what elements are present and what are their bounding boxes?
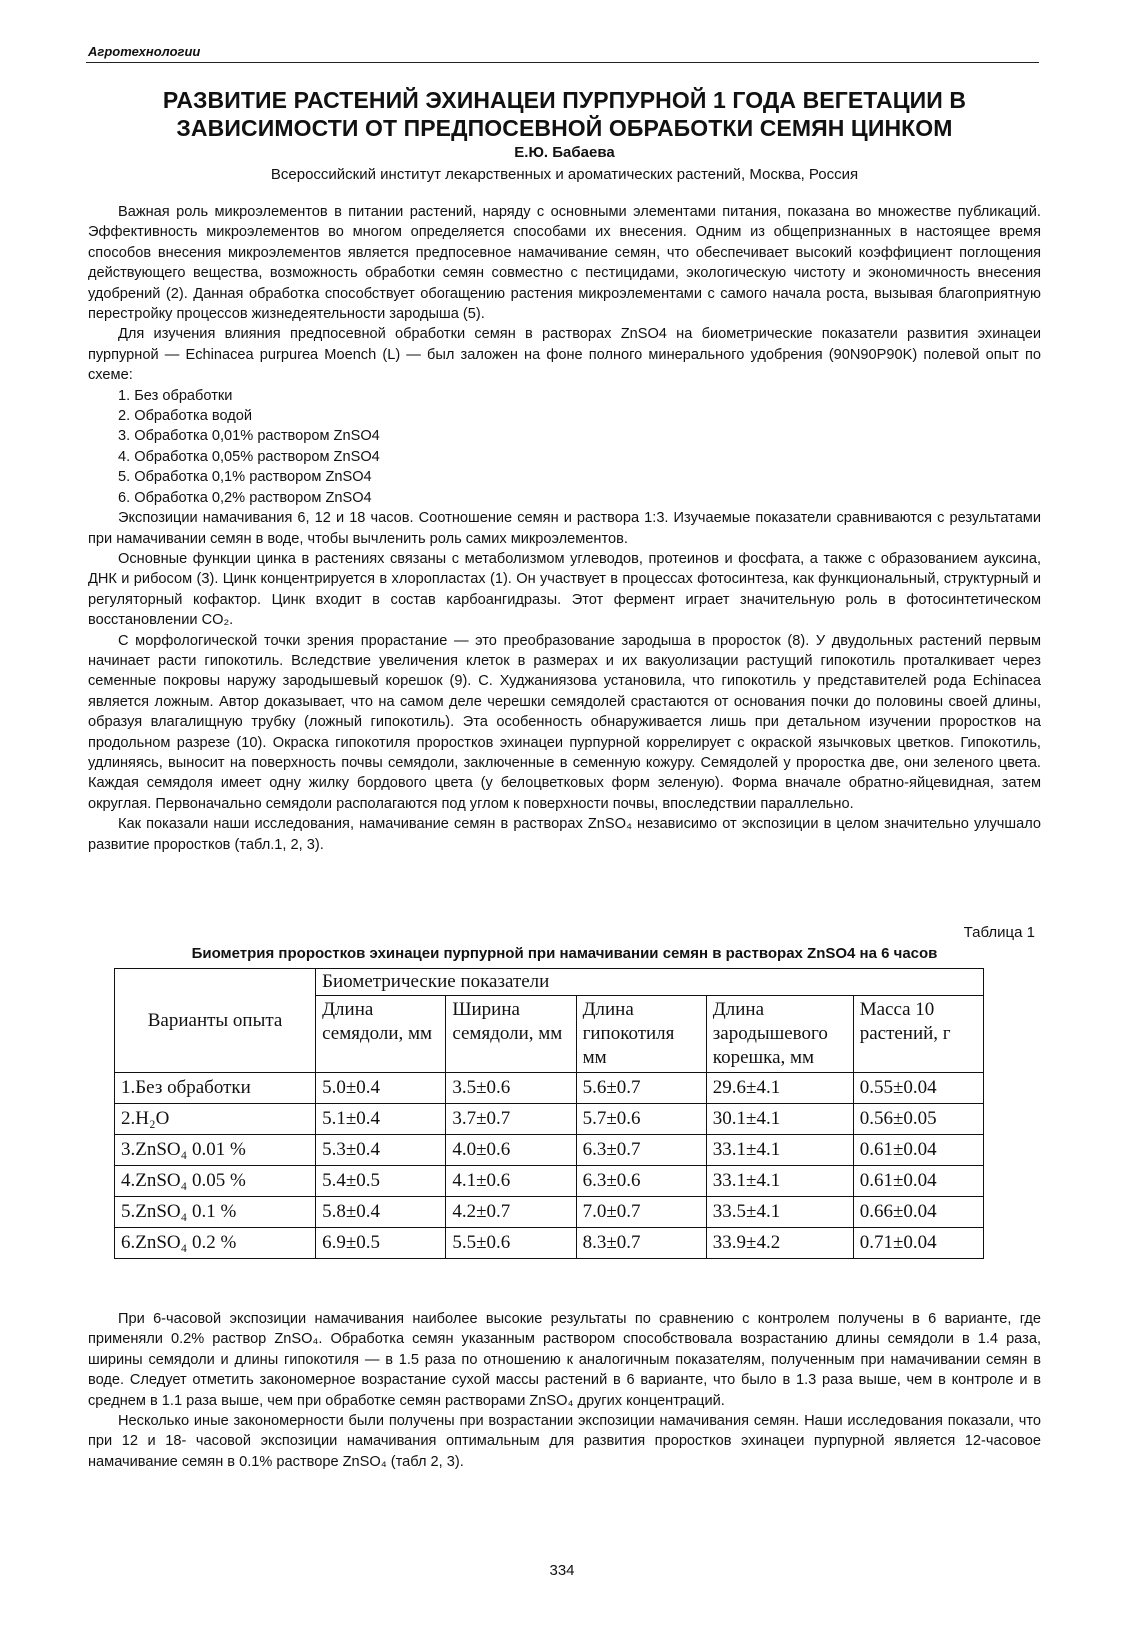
value-cell: 5.3±0.4 <box>316 1135 446 1166</box>
paragraph: Основные функции цинка в растениях связаны с метаболизмом углеводов, протеинов и фосфата, а также с образованием ауксина, ДНК и рибосом (3). Цинк концентрируется в хлоропластах (1). Он участвует в процессах фотосинтеза, как функциональный, структурный и регуляторный кофактор. Цинк входит в состав карбоангидразы. Этот фермент играет значительную роль в фотосинтетическом восстановлении CO₂. <box>88 550 1041 629</box>
value-cell: 5.0±0.4 <box>316 1073 446 1104</box>
value-cell: 4.1±0.6 <box>446 1166 576 1197</box>
value-cell: 0.66±0.04 <box>853 1197 983 1228</box>
scheme-item: 3. Обработка 0,01% раствором ZnSO4 <box>118 428 380 445</box>
table-caption: Биометрия проростков эхинацеи пурпурной при намачивании семян в растворах ZnSO4 на 6 часов <box>191 945 938 962</box>
variant-cell: 2.H₂O <box>115 1104 316 1135</box>
scheme-item: 1. Без обработки <box>118 387 233 404</box>
value-cell: 0.61±0.04 <box>853 1135 983 1166</box>
paragraph: С морфологической точки зрения прорастание — это преобразование зародыша в проросток (8). У двудольных растений первым начинает расти гипокотиль. Вследствие увеличения клеток в размерах и их вакуолизации растущий гипокотиль проталкивает через семенные покровы наружу зародышевый корешок (9). С. Худжаниязова установила, что гипокотиль у представителей рода Echinacea является ложным. Автор доказывает, что на самом деле черешки семядолей срастаются от основания почки до половины своей длины, образуя влагалищную трубку (ложный гипокотиль). Эта особенность обнаруживается лишь при детальном изучении проростков на продольном разрезе (10). Окраска гипокотиля проростков эхинацеи пурпурной коррелирует с окраской язычковых цветков. Гипокотиль, удлиняясь, выносит на поверхность почвы семядоли, заключенные в семенную кожуру. Семядолей у проростка две, они зеленого цвета. Каждая семядоля имеет одну жилку бордового цвета (у белоцветковых форм зеленую). Форма вначале обратно-яйцевидная, затем округлая. Первоначально семядоли располагаются под углом к поверхности почвы, впоследствии параллельно. <box>88 632 1041 812</box>
table-row <box>115 1073 984 1104</box>
value-cell: 33.9±4.2 <box>706 1228 853 1259</box>
value-cell: 6.3±0.7 <box>576 1135 706 1166</box>
value-cell: 4.0±0.6 <box>446 1135 576 1166</box>
paragraph: При 6-часовой экспозиции намачивания наиболее высокие результаты по сравнению с контролем получены в 6 варианте, где применяли 0.2% раствор ZnSO₄. Обработка семян указанным раствором способствовала возрастанию длины семядоли в 1.4 раза, ширины семядоли и длины гипокотиля — в 1.5 раза по отношению к аналогичным показателям, полученным при намачивании семян в воде. Следует отметить закономерное возрастание сухой массы растений в 6 варианте, что было в 1.3 раза выше, чем в контроле и в среднем в 1.1 раза выше, чем при обработке семян растворами ZnSO₄ других концентраций. <box>88 1311 1041 1409</box>
value-cell: 3.7±0.7 <box>446 1104 576 1135</box>
value-cell: 5.4±0.5 <box>316 1166 446 1197</box>
value-cell: 4.2±0.7 <box>446 1197 576 1228</box>
author: Е.Ю. Бабаева <box>514 144 615 161</box>
value-cell: 5.6±0.7 <box>576 1073 706 1104</box>
value-cell: 5.8±0.4 <box>316 1197 446 1228</box>
value-cell: 30.1±4.1 <box>706 1104 853 1135</box>
column-header: Длина зародышевого корешка, мм <box>706 996 853 1073</box>
column-header: Длина семядоли, мм <box>316 996 446 1073</box>
column-header: Ширина семядоли, мм <box>446 996 576 1073</box>
table-number: Таблица 1 <box>963 924 1035 941</box>
value-cell: 5.1±0.4 <box>316 1104 446 1135</box>
body-top <box>88 202 1041 855</box>
value-cell: 0.71±0.04 <box>853 1228 983 1259</box>
paragraph: Важная роль микроэлементов в питании растений, наряду с основными элементами питания, показана во множестве публикаций. Эффективность микроэлементов во многом определяется способами их внесения. Одним из общепризнанных в настоящее время способов внесения микроэлементов является предпосевное намачивание семян, что обеспечивает высокий коэффициент поглощения действующего вещества, возможность обработки семян совместно с пестицидами, экологическую чистоту и экономичность внесения удобрений (2). Данная обработка способствует обогащению растения микроэлементами с самого начала роста, вызывая благоприятную перестройку процессов жизнедеятельности зародыша (5). <box>88 204 1041 323</box>
paragraph: Как показали наши исследования, намачивание семян в растворах ZnSO₄ независимо от экспозиции в целом значительно улучшало развитие проростков (табл.1, 2, 3). <box>88 816 1041 853</box>
running-head: Агротехнологии <box>88 44 201 59</box>
value-cell: 33.5±4.1 <box>706 1197 853 1228</box>
group-header-cell: Биометрические показатели <box>316 969 984 996</box>
scheme-item: 4. Обработка 0,05% раствором ZnSO4 <box>118 448 380 465</box>
variant-cell: 1.Без обработки <box>115 1073 316 1104</box>
value-cell: 29.6±4.1 <box>706 1073 853 1104</box>
article-title: РАЗВИТИЕ РАСТЕНИЙ ЭХИНАЦЕИ ПУРПУРНОЙ 1 ГОДА ВЕГЕТАЦИИ В ЗАВИСИМОСТИ ОТ ПРЕДПОСЕВНОЙ ОБРАБОТКИ СЕМЯН ЦИНКОМ <box>162 87 967 141</box>
value-cell: 7.0±0.7 <box>576 1197 706 1228</box>
value-cell: 6.3±0.6 <box>576 1166 706 1197</box>
variant-cell: 6.ZnSO₄ 0.2 % <box>115 1228 316 1259</box>
value-cell: 0.61±0.04 <box>853 1166 983 1197</box>
value-cell: 8.3±0.7 <box>576 1228 706 1259</box>
table-row <box>115 1228 984 1259</box>
scheme-item: 2. Обработка водой <box>118 408 253 425</box>
variant-cell: 3.ZnSO₄ 0.01 % <box>115 1135 316 1166</box>
scheme-item: 6. Обработка 0,2% раствором ZnSO4 <box>118 489 372 506</box>
value-cell: 33.1±4.1 <box>706 1166 853 1197</box>
value-cell: 5.5±0.6 <box>446 1228 576 1259</box>
scheme-item: 5. Обработка 0,1% раствором ZnSO4 <box>118 469 372 486</box>
variant-cell: 5.ZnSO₄ 0.1 % <box>115 1197 316 1228</box>
affiliation: Всероссийский институт лекарственных и ароматических растений, Москва, Россия <box>270 166 859 183</box>
value-cell: 0.56±0.05 <box>853 1104 983 1135</box>
header-rule <box>86 62 1039 63</box>
value-cell: 6.9±0.5 <box>316 1228 446 1259</box>
value-cell: 0.55±0.04 <box>853 1073 983 1104</box>
paragraph: Экспозиции намачивания 6, 12 и 18 часов. Соотношение семян и раствора 1:3. Изучаемые показатели сравниваются с результатами при намачивании семян в воде, чтобы вычленить роль самих микроэлементов. <box>88 510 1041 547</box>
column-header: Длина гипокотиля мм <box>576 996 706 1073</box>
table-row <box>115 1104 984 1135</box>
biometry-table <box>114 968 984 1259</box>
table-header-row <box>115 969 984 996</box>
variant-cell: 4.ZnSO₄ 0.05 % <box>115 1166 316 1197</box>
page-number: 334 <box>549 1562 575 1579</box>
table-row <box>115 1197 984 1228</box>
table-row <box>115 1166 984 1197</box>
body-bottom <box>88 1309 1041 1472</box>
table-row <box>115 1135 984 1166</box>
value-cell: 5.7±0.6 <box>576 1104 706 1135</box>
experiment-scheme <box>88 386 1041 508</box>
value-cell: 3.5±0.6 <box>446 1073 576 1104</box>
column-header: Масса 10 растений, г <box>853 996 983 1073</box>
value-cell: 33.1±4.1 <box>706 1135 853 1166</box>
row-header-cell: Варианты опыта <box>115 969 316 1073</box>
paragraph: Несколько иные закономерности были получены при возрастании экспозиции намачивания семян. Наши исследования показали, что при 12 и 18- часовой экспозиции намачивания оптимальным для развития проростков эхинацеи пурпурной является 12-часовое намачивание семян в 0.1% растворе ZnSO₄ (табл 2, 3). <box>88 1413 1041 1470</box>
paragraph: Для изучения влияния предпосевной обработки семян в растворах ZnSO4 на биометрические показатели развития эхинацеи пурпурной — Echinacea purpurea Moench (L) — был заложен на фоне полного минерального удобрения (90N90P90K) полевой опыт по схеме: <box>88 326 1041 384</box>
